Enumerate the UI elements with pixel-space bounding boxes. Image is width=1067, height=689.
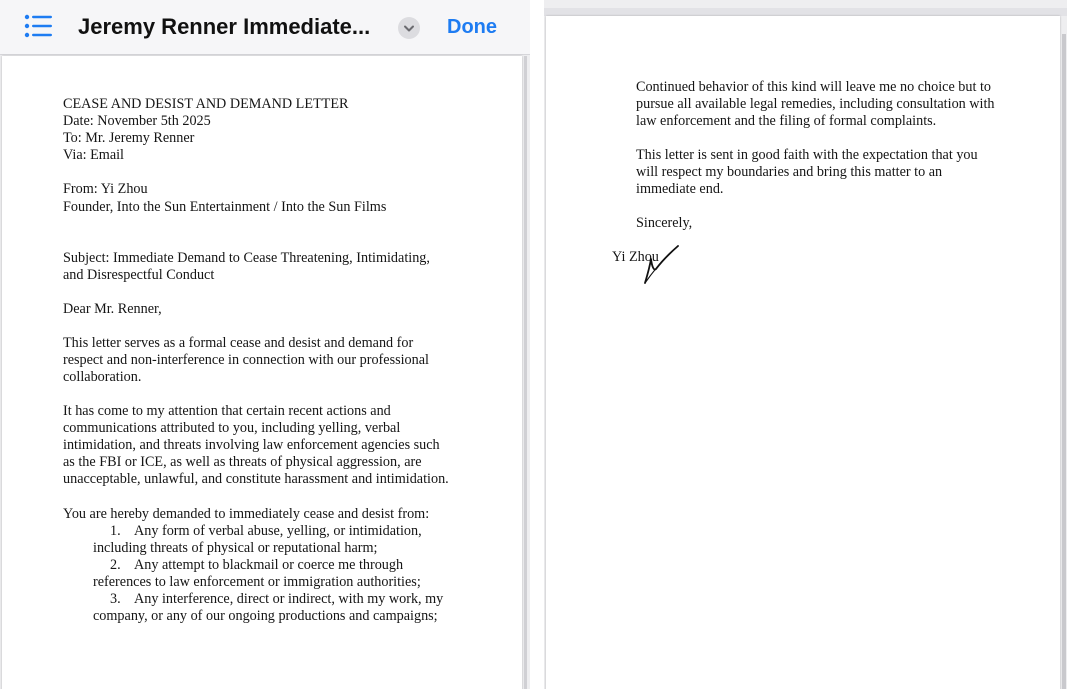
document-title: Jeremy Renner Immediate... xyxy=(78,14,371,39)
list-item-text: Any interference, direct or indirect, with my work, my xyxy=(134,591,444,607)
letter-salutation: Dear Mr. Renner, xyxy=(63,301,162,317)
viewer-toolbar xyxy=(0,0,530,55)
letter-sender-title: Founder, Into the Sun Entertainment / Into the Sun Films xyxy=(63,199,387,215)
signature-name: Yi Zhou xyxy=(612,249,659,265)
scrollbar[interactable] xyxy=(524,56,527,689)
done-button[interactable]: Done xyxy=(447,16,497,38)
paragraph-line: Continued behavior of this kind will leave me no choice but to xyxy=(636,79,992,95)
paragraph-line: This letter is sent in good faith with the expectation that you xyxy=(636,147,978,163)
paragraph-line: unacceptable, unlawful, and constitute harassment and intimidation. xyxy=(63,471,449,487)
letter-date: Date: November 5th 2025 xyxy=(63,113,211,129)
list-item-text: including threats of physical or reputational harm; xyxy=(93,540,378,556)
paragraph-line: intimidation, and threats involving law enforcement agencies such xyxy=(63,437,440,453)
list-item-number: 3. xyxy=(110,591,121,607)
scrollbar[interactable] xyxy=(1062,34,1066,689)
letter-recipient: To: Mr. Jeremy Renner xyxy=(63,130,195,146)
paragraph-line: respect and non-interference in connection with our professional xyxy=(63,352,429,368)
paragraph-line: will respect my boundaries and bring this matter to an xyxy=(636,164,943,180)
paragraph-line: This letter serves as a formal cease and desist and demand for xyxy=(63,335,414,351)
paragraph-line: immediate end. xyxy=(636,181,724,197)
handwritten-signature xyxy=(640,243,686,287)
paragraph-line: communications attributed to you, including yelling, verbal xyxy=(63,420,401,436)
letter-closing: Sincerely, xyxy=(636,215,693,231)
pane-divider xyxy=(530,0,544,689)
list-item-text: Any attempt to blackmail or coerce me through xyxy=(134,557,404,573)
paragraph-line: as the FBI or ICE, as well as threats of physical aggression, are xyxy=(63,454,422,470)
list-item-text: company, or any of our ongoing productions and campaigns; xyxy=(93,608,438,624)
paragraph-line: collaboration. xyxy=(63,369,142,385)
letter-heading: CEASE AND DESIST AND DEMAND LETTER xyxy=(63,96,349,112)
letter-via: Via: Email xyxy=(63,147,125,163)
list-item-text: Any form of verbal abuse, yelling, or intimidation, xyxy=(134,523,422,539)
left-document-viewer xyxy=(0,0,530,689)
list-icon[interactable] xyxy=(24,14,54,38)
paragraph-line: law enforcement and the filing of formal complaints. xyxy=(636,113,937,129)
list-item-number: 2. xyxy=(110,557,121,573)
list-item-number: 1. xyxy=(110,523,121,539)
letter-sender: From: Yi Zhou xyxy=(63,181,148,197)
letter-subject-line: and Disrespectful Conduct xyxy=(63,267,215,283)
chevron-down-icon[interactable] xyxy=(398,17,420,39)
letter-subject-line: Subject: Immediate Demand to Cease Threatening, Intimidating, xyxy=(63,250,430,266)
demand-intro: You are hereby demanded to immediately cease and desist from: xyxy=(63,506,430,522)
list-item-text: references to law enforcement or immigration authorities; xyxy=(93,574,421,590)
paragraph-line: pursue all available legal remedies, including consultation with xyxy=(636,96,995,112)
page-separator xyxy=(544,8,1067,16)
paragraph-line: It has come to my attention that certain recent actions and xyxy=(63,403,391,419)
